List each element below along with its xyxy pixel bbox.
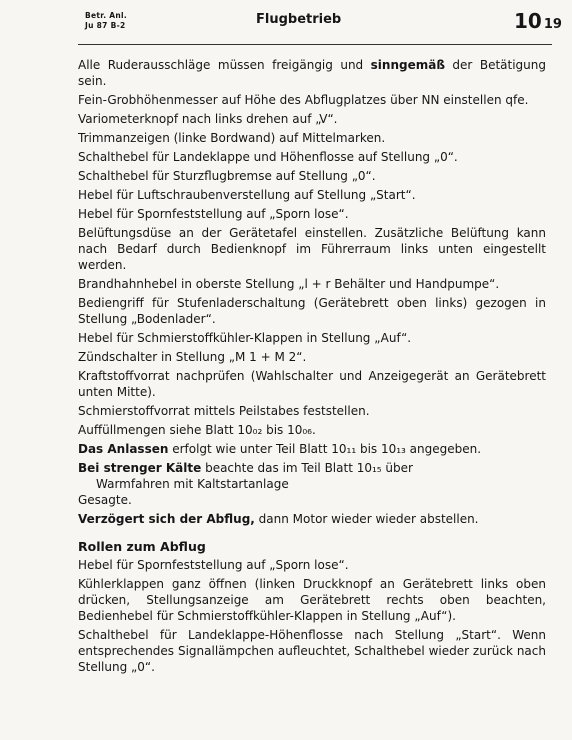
- p1-text-2: der Betätigung sein.: [78, 58, 546, 88]
- paragraph-6: Schalthebel für Sturzflugbremse auf Stellung „0“.: [78, 169, 376, 183]
- section-paragraph-1: Hebel für Spornfeststellung auf „Sporn lose“.: [78, 558, 349, 572]
- page-number: [514, 9, 562, 33]
- document-reference: [85, 11, 127, 31]
- paragraph-17: [78, 441, 546, 457]
- paragraph-18: [78, 460, 546, 476]
- p18-text: beachte das im Teil Blatt 10₁₅ über: [201, 461, 413, 475]
- doc-ref-line-1: Betr. Anl.: [85, 11, 128, 20]
- page-number-sub: 19: [543, 17, 562, 32]
- header-rule: [78, 44, 552, 45]
- p17-bold: Das Anlassen: [78, 442, 169, 456]
- p1-bold: sinngemäß: [370, 58, 445, 72]
- paragraph-9: Belüftungsdüse an der Gerätetafel einstellen. Zusätzliche Belüftung kann nach Bedarf durch Bedienknopf im Führerraum links unten eingestellt werden.: [78, 226, 546, 272]
- doc-ref-line-2: Ju 87 B-2: [85, 21, 126, 30]
- page-header: [0, 0, 572, 50]
- paragraph-20: [78, 511, 546, 527]
- section-paragraph-2: Kühlerklappen ganz öffnen (linken Druckknopf an Gerätebrett links oben drücken, Stellungsanzeige am Gerätebrett rechts oben beachten, Bedienhebel für Schmierstoffkühler-Klappen in Stellung „Auf“).: [78, 577, 546, 623]
- paragraph-15: Schmierstoffvorrat mittels Peilstabes feststellen.: [78, 404, 370, 418]
- paragraph-13: Zündschalter in Stellung „M 1 + M 2“.: [78, 350, 307, 364]
- paragraph-5: Schalthebel für Landeklappe und Höhenflosse auf Stellung „0“.: [78, 150, 458, 164]
- paragraph-3: Variometerknopf nach links drehen auf „V“.: [78, 112, 338, 126]
- section-paragraph-3: Schalthebel für Landeklappe-Höhenflosse nach Stellung „Start“. Wenn entsprechendes Signallämpchen aufleuchtet, Schalthebel wieder zurück nach Stellung „0“.: [78, 628, 546, 674]
- paragraph-7: Hebel für Luftschraubenverstellung auf Stellung „Start“.: [78, 188, 416, 202]
- paragraph-11: Bediengriff für Stufenladerschaltung (Gerätebrett oben links) gezogen in Stellung „Bodenlader“.: [78, 296, 546, 326]
- paragraph-10: Brandhahnhebel in oberste Stellung „l + r Behälter und Handpumpe“.: [78, 277, 500, 291]
- paragraph-1: [78, 57, 546, 89]
- page-body: [78, 57, 546, 678]
- p20-text: dann Motor wieder wieder abstellen.: [254, 512, 479, 526]
- paragraph-18-line-2: Warmfahren mit Kaltstartanlage: [96, 477, 289, 491]
- paragraph-12: Hebel für Schmierstoffkühler-Klappen in Stellung „Auf“.: [78, 331, 412, 345]
- paragraph-16: Auffüllmengen siehe Blatt 10₀₂ bis 10₀₆.: [78, 423, 316, 437]
- p20-bold: Verzögert sich der Abflug,: [78, 512, 255, 526]
- paragraph-14: Kraftstoffvorrat nachprüfen (Wahlschalter und Anzeigegerät an Gerätebrett unten Mitte).: [78, 369, 546, 399]
- paragraph-2: Fein-Grobhöhenmesser auf Höhe des Abflugplatzes über NN einstellen qfe.: [78, 93, 529, 107]
- paragraph-4: Trimmanzeigen (linke Bordwand) auf Mittelmarken.: [78, 131, 386, 145]
- p18-bold: Bei strenger Kälte: [78, 461, 202, 475]
- page-title: Flugbetrieb: [256, 12, 342, 27]
- section-heading: Rollen zum Abflug: [78, 539, 206, 554]
- p1-text: Alle Ruderausschläge müssen freigängig und: [78, 58, 371, 72]
- page-number-main: 10: [514, 9, 542, 33]
- paragraph-8: Hebel für Spornfeststellung auf „Sporn lose“.: [78, 207, 349, 221]
- p17-text: erfolgt wie unter Teil Blatt 10₁₁ bis 10₁₃ angegeben.: [168, 442, 482, 456]
- paragraph-19: Gesagte.: [78, 493, 132, 507]
